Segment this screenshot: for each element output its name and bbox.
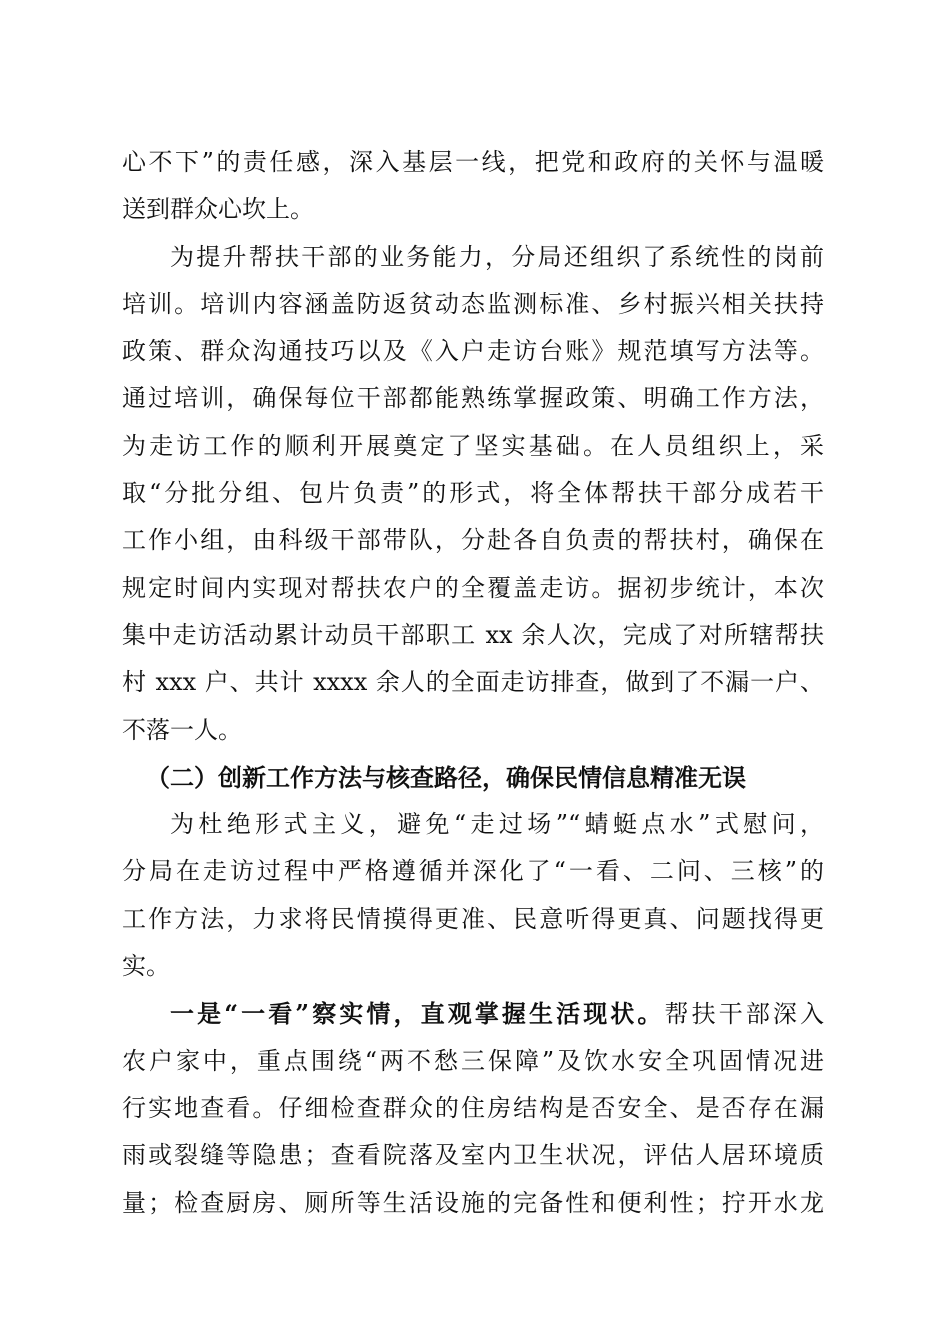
text-line-with-bold-lead xyxy=(122,990,824,1037)
text-line: 送到群众心坎上。 xyxy=(122,195,314,224)
bold-lead-text: 一是“一看”察实情，直观掌握生活现状。 xyxy=(170,999,665,1029)
text-line: 通过培训，确保每位干部都能熟练掌握政策、明确工作方法， xyxy=(122,384,824,413)
section-heading: （二）创新工作方法与核查路径，确保民情信息精准无误 xyxy=(146,762,746,792)
text-line: 农户家中，重点围绕“两不愁三保障”及饮水安全巩固情况进 xyxy=(122,1046,824,1075)
text-line: 集中走访活动累计动员干部职工 xx 余人次，完成了对所辖帮扶 xyxy=(122,620,824,649)
text-line: 雨或裂缝等隐患；查看院落及室内卫生状况，评估人居环境质 xyxy=(122,1141,824,1170)
text-line: 行实地查看。仔细检查群众的住房结构是否安全、是否存在漏 xyxy=(122,1093,824,1122)
text-line: 分局在走访过程中严格遵循并深化了“一看、二问、三核”的 xyxy=(122,857,824,886)
text-line: 村 xxx 户、共计 xxxx 余人的全面走访排查，做到了不漏一户、 xyxy=(122,668,824,697)
text-line: 培训。培训内容涵盖防返贫动态监测标准、乡村振兴相关扶持 xyxy=(122,289,824,318)
text-line: 为走访工作的顺利开展奠定了坚实基础。在人员组织上，采 xyxy=(122,431,824,460)
text-line: 不落一人。 xyxy=(122,715,242,744)
text-line: 工作方法，力求将民情摸得更准、民意听得更真、问题找得更 xyxy=(122,904,824,933)
text-line: 心不下”的责任感，深入基层一线，把党和政府的关怀与温暖 xyxy=(122,148,824,176)
text-run: 帮扶干部深入 xyxy=(664,1000,824,1029)
document-page xyxy=(122,139,824,1227)
text-line: 为杜绝形式主义，避免“走过场”“蜻蜓点水”式慰问， xyxy=(170,810,824,839)
text-line: 量；检查厨房、厕所等生活设施的完备性和便利性；拧开水龙 xyxy=(122,1188,824,1217)
text-line: 工作小组，由科级干部带队，分赴各自负责的帮扶村，确保在 xyxy=(122,526,824,555)
text-line: 规定时间内实现对帮扶农户的全覆盖走访。据初步统计，本次 xyxy=(122,573,824,602)
text-line: 取“分批分组、包片负责”的形式，将全体帮扶干部分成若干 xyxy=(122,479,824,508)
text-line: 政策、群众沟通技巧以及《入户走访台账》规范填写方法等。 xyxy=(122,337,824,366)
text-line: 为提升帮扶干部的业务能力，分局还组织了系统性的岗前 xyxy=(170,242,824,271)
text-line: 实。 xyxy=(122,952,170,981)
